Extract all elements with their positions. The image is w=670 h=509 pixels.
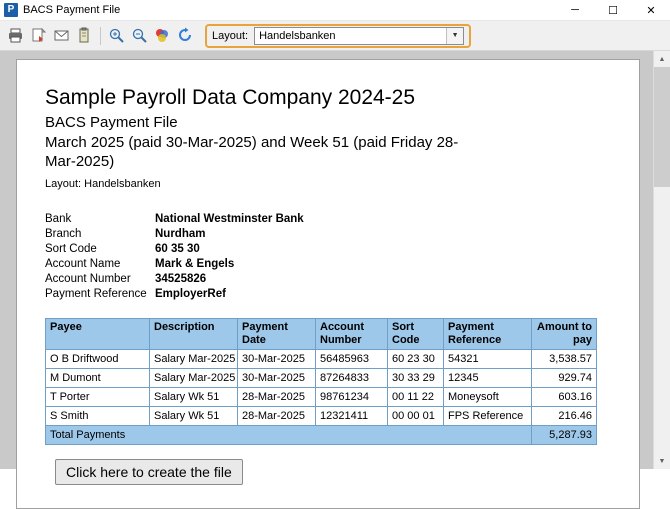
cell-amount: 929.74 bbox=[532, 368, 597, 387]
bank-detail-row bbox=[45, 227, 611, 242]
create-file-button[interactable]: Click here to create the file bbox=[55, 459, 243, 485]
report-page bbox=[16, 59, 640, 509]
cell-payee: T Porter bbox=[46, 387, 150, 406]
cell-payment-date: 28-Mar-2025 bbox=[238, 406, 316, 425]
cell-payment-reference: 12345 bbox=[444, 368, 532, 387]
cell-description: Salary Mar-2025 bbox=[150, 349, 238, 368]
zoom-out-icon[interactable] bbox=[128, 25, 150, 47]
total-label: Total Payments bbox=[46, 425, 532, 444]
bank-detail-row bbox=[45, 272, 611, 287]
close-button[interactable]: ✕ bbox=[646, 4, 656, 17]
print-icon[interactable] bbox=[4, 25, 26, 47]
payments-table bbox=[45, 318, 597, 445]
cell-description: Salary Wk 51 bbox=[150, 387, 238, 406]
cell-payee: M Dumont bbox=[46, 368, 150, 387]
scroll-down-button[interactable]: ▼ bbox=[654, 453, 670, 469]
table-header-row bbox=[46, 318, 597, 349]
table-total-row bbox=[46, 425, 597, 444]
window-titlebar bbox=[0, 0, 670, 21]
toolbar bbox=[0, 21, 670, 51]
document-viewport bbox=[0, 51, 670, 480]
layout-selector-group bbox=[205, 24, 471, 48]
cell-payment-reference: FPS Reference bbox=[444, 406, 532, 425]
window-title: BACS Payment File bbox=[23, 4, 121, 16]
zoom-in-icon[interactable] bbox=[105, 25, 127, 47]
maximize-button[interactable]: ☐ bbox=[608, 4, 618, 17]
bank-detail-value: 60 35 30 bbox=[155, 242, 200, 255]
scrollbar-track[interactable] bbox=[654, 187, 670, 453]
report-period: March 2025 (paid 30-Mar-2025) and Week 51 (paid Friday 28-Mar-2025) bbox=[45, 134, 459, 170]
bank-detail-row bbox=[45, 212, 611, 227]
email-icon[interactable] bbox=[50, 25, 72, 47]
cell-account-number: 12321411 bbox=[316, 406, 388, 425]
minimize-button[interactable]: ─ bbox=[571, 4, 579, 16]
color-icon[interactable] bbox=[151, 25, 173, 47]
bank-detail-key: Account Number bbox=[45, 272, 131, 285]
column-header-account-number: Account Number bbox=[316, 318, 388, 349]
column-header-description: Description bbox=[150, 318, 238, 349]
bank-detail-key: Branch bbox=[45, 227, 82, 240]
cell-payee: O B Driftwood bbox=[46, 349, 150, 368]
app-icon: P bbox=[4, 3, 18, 17]
layout-combobox-value: Handelsbanken bbox=[259, 29, 336, 42]
cell-account-number: 98761234 bbox=[316, 387, 388, 406]
bank-detail-value: Mark & Engels bbox=[155, 257, 235, 270]
export-pdf-icon[interactable] bbox=[27, 25, 49, 47]
report-layout-line: Layout: Handelsbanken bbox=[45, 177, 161, 190]
cell-account-number: 87264833 bbox=[316, 368, 388, 387]
cell-payee: S Smith bbox=[46, 406, 150, 425]
copy-icon[interactable] bbox=[73, 25, 95, 47]
cell-payment-date: 30-Mar-2025 bbox=[238, 349, 316, 368]
column-header-amount-to-pay: Amount to pay bbox=[532, 318, 597, 349]
cell-amount: 3,538.57 bbox=[532, 349, 597, 368]
table-row bbox=[46, 349, 597, 368]
bank-detail-value: 34525826 bbox=[155, 272, 207, 285]
cell-amount: 603.16 bbox=[532, 387, 597, 406]
bank-detail-value: EmployerRef bbox=[155, 287, 226, 300]
bank-detail-key: Bank bbox=[45, 212, 72, 225]
cell-description: Salary Mar-2025 bbox=[150, 368, 238, 387]
cell-payment-reference: Moneysoft bbox=[444, 387, 532, 406]
bank-detail-key: Account Name bbox=[45, 257, 121, 270]
report-subtitle: BACS Payment File bbox=[45, 114, 178, 131]
vertical-scrollbar[interactable] bbox=[653, 51, 670, 469]
cell-sort-code: 60 23 30 bbox=[388, 349, 444, 368]
table-row bbox=[46, 387, 597, 406]
toolbar-separator bbox=[100, 27, 101, 45]
table-row bbox=[46, 368, 597, 387]
bank-detail-value: Nurdham bbox=[155, 227, 206, 240]
layout-label: Layout: bbox=[212, 29, 249, 42]
layout-combobox[interactable] bbox=[254, 27, 464, 45]
cell-sort-code: 30 33 29 bbox=[388, 368, 444, 387]
bank-detail-key: Sort Code bbox=[45, 242, 97, 255]
total-amount: 5,287.93 bbox=[532, 425, 597, 444]
page-title: Sample Payroll Data Company 2024-25 bbox=[45, 86, 416, 109]
column-header-sort-code: Sort Code bbox=[388, 318, 444, 349]
cell-payment-reference: 54321 bbox=[444, 349, 532, 368]
column-header-payment-reference: Payment Reference bbox=[444, 318, 532, 349]
chevron-down-icon[interactable]: ▼ bbox=[446, 28, 463, 44]
bank-detail-row bbox=[45, 242, 611, 257]
cell-sort-code: 00 11 22 bbox=[388, 387, 444, 406]
bank-detail-row bbox=[45, 287, 611, 302]
cell-description: Salary Wk 51 bbox=[150, 406, 238, 425]
scroll-up-button[interactable]: ▲ bbox=[654, 51, 670, 67]
bank-detail-value: National Westminster Bank bbox=[155, 212, 304, 225]
refresh-icon[interactable] bbox=[174, 25, 196, 47]
bank-detail-row bbox=[45, 257, 611, 272]
cell-amount: 216.46 bbox=[532, 406, 597, 425]
window-controls bbox=[556, 0, 670, 20]
bank-details bbox=[45, 212, 611, 302]
cell-account-number: 56485963 bbox=[316, 349, 388, 368]
scrollbar-thumb[interactable] bbox=[654, 67, 670, 187]
column-header-payee: Payee bbox=[46, 318, 150, 349]
table-row bbox=[46, 406, 597, 425]
cell-payment-date: 30-Mar-2025 bbox=[238, 368, 316, 387]
cell-payment-date: 28-Mar-2025 bbox=[238, 387, 316, 406]
bank-detail-key: Payment Reference bbox=[45, 287, 147, 300]
cell-sort-code: 00 00 01 bbox=[388, 406, 444, 425]
column-header-payment-date: Payment Date bbox=[238, 318, 316, 349]
